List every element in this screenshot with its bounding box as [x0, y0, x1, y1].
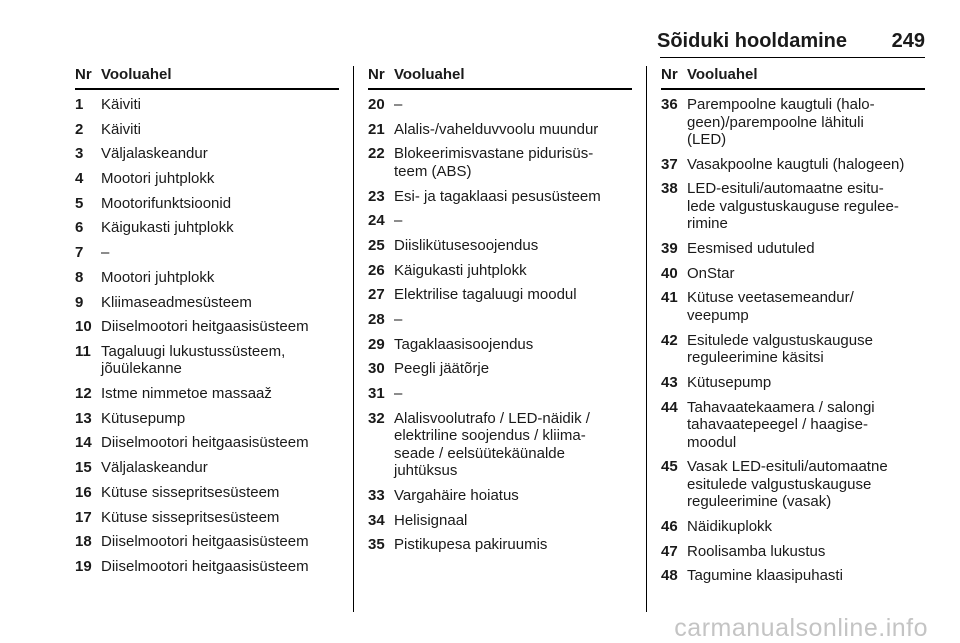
fuse-number: 25	[368, 236, 385, 254]
fuse-number: 34	[368, 511, 385, 529]
fuse-number: 11	[75, 342, 91, 360]
fuse-number: 17	[75, 508, 92, 526]
table-header	[661, 66, 925, 90]
table-row	[368, 512, 632, 530]
circuit-name: LED-esituli/automaatne esitu- lede valgustuskauguse regulee- rimine	[687, 180, 899, 233]
page-number: 249	[891, 30, 925, 52]
circuit-name: Diislikütusesoojendus	[394, 236, 539, 254]
table-row	[75, 96, 339, 114]
circuit-name: Elektrilise tagaluugi moodul	[394, 286, 577, 304]
fuse-number: 42	[661, 331, 678, 349]
section-title: Sõiduki hooldamine	[656, 30, 847, 52]
circuit-name: Tagumine klaasipuhasti	[687, 567, 843, 585]
fuse-number: 43	[661, 373, 678, 391]
circuit-name: Käigukasti juhtplokk	[394, 261, 527, 279]
table-row	[75, 219, 339, 237]
fuse-number: 35	[368, 536, 385, 554]
fuse-number: 18	[75, 533, 92, 551]
table-row	[75, 145, 339, 163]
header-label: Vooluahel	[101, 66, 172, 83]
fuse-number: 31	[368, 385, 385, 403]
circuit-name: Vasakpoolne kaugtuli (halogeen)	[687, 155, 905, 173]
table-row	[661, 374, 925, 392]
circuit-name: Alalis-/vahelduvvoolu muundur	[394, 120, 599, 138]
table-row	[661, 332, 925, 367]
table-row	[368, 336, 632, 354]
circuit-name: Diiselmootori heitgaasisüsteem	[101, 533, 309, 551]
table-row	[75, 410, 339, 428]
header-nr: Nr	[661, 66, 678, 83]
circuit-name: Diiselmootori heitgaasisüsteem	[101, 318, 309, 336]
circuit-name: Näidikuplokk	[687, 517, 773, 535]
table-row	[75, 318, 339, 336]
fuse-number: 13	[75, 409, 92, 427]
fuse-number: 36	[661, 96, 678, 113]
fuse-number: 23	[368, 187, 385, 205]
fuse-number: 30	[368, 360, 385, 378]
circuit-name: Eesmised udutuled	[687, 240, 815, 258]
circuit-name: Kütuse sissepritsesüsteem	[101, 483, 280, 501]
header-label: Vooluahel	[687, 66, 758, 83]
circuit-name: Istme nimmetoe massaaž	[101, 385, 272, 403]
table-row	[75, 385, 339, 403]
circuit-name: Kütuse veetasemeandur/ veepump	[687, 289, 854, 324]
table-row	[661, 567, 925, 585]
fuse-number: 45	[661, 458, 678, 476]
table-row	[368, 385, 632, 403]
circuit-name: Kütusepump	[101, 409, 186, 427]
circuit-name: Mootorifunktsioonid	[101, 194, 232, 212]
table-row	[368, 360, 632, 378]
fuse-number: 20	[368, 96, 385, 113]
fuse-number: 46	[661, 517, 678, 535]
circuit-name: Esi- ja tagaklaasi pesusüsteem	[394, 187, 601, 205]
circuit-name: Helisignaal	[394, 511, 468, 529]
column-divider	[353, 66, 354, 612]
circuit-name: Tahavaatekaamera / salongi tahavaatepeegel / haagise- moodul	[687, 398, 875, 451]
table-header	[368, 66, 632, 90]
header-nr: Nr	[75, 66, 92, 83]
table-row	[368, 536, 632, 554]
table-header	[75, 66, 339, 90]
circuit-name: –	[394, 311, 403, 328]
circuit-name: Mootori juhtplokk	[101, 268, 215, 286]
table-row	[75, 121, 339, 139]
table-row	[368, 487, 632, 505]
table-row	[75, 558, 339, 576]
circuit-name: Roolisamba lukustus	[687, 542, 826, 560]
table-row	[75, 269, 339, 287]
table-row	[75, 195, 339, 213]
circuit-name: Käiviti	[101, 120, 142, 138]
fuse-number: 32	[368, 409, 385, 427]
table-row	[661, 96, 925, 149]
table-row	[661, 543, 925, 561]
circuit-name: Mootori juhtplokk	[101, 170, 215, 188]
fuse-number: 10	[75, 318, 92, 336]
fuse-number: 27	[368, 286, 385, 304]
fuse-number: 37	[661, 155, 678, 173]
circuit-name: Käigukasti juhtplokk	[101, 219, 234, 237]
circuit-name: Esitulede valgustuskauguse reguleerimine käsitsi	[687, 331, 873, 367]
table-row	[368, 262, 632, 280]
table-row	[368, 212, 632, 230]
fuse-table-column	[75, 66, 339, 583]
circuit-name: Käiviti	[101, 96, 142, 113]
circuit-name: Diiselmootori heitgaasisüsteem	[101, 557, 309, 575]
table-row	[75, 533, 339, 551]
fuse-number: 22	[368, 145, 385, 163]
table-row	[75, 459, 339, 477]
header-rule	[660, 57, 925, 58]
circuit-name: Kütuse sissepritsesüsteem	[101, 508, 280, 526]
fuse-number: 12	[75, 385, 92, 403]
header-label: Vooluahel	[394, 66, 465, 83]
fuse-number: 28	[368, 311, 385, 328]
table-row	[661, 518, 925, 536]
fuse-number: 8	[75, 268, 84, 286]
fuse-number: 4	[75, 170, 84, 188]
page-footer	[0, 612, 960, 642]
fuse-number: 24	[368, 212, 385, 230]
circuit-name: Peegli jäätõrje	[394, 360, 490, 378]
table-row	[661, 399, 925, 452]
fuse-number: 3	[75, 145, 84, 163]
fuse-number: 9	[75, 293, 84, 311]
fuse-number: 40	[661, 264, 678, 282]
table-row	[75, 343, 339, 378]
fuse-number: 14	[75, 434, 92, 452]
circuit-name: OnStar	[687, 264, 735, 282]
circuit-name: –	[394, 212, 403, 230]
table-row	[368, 188, 632, 206]
fuse-number: 21	[368, 120, 385, 138]
fuse-table-column	[661, 66, 925, 592]
circuit-name: Tagaluugi lukustussüsteem, jõuülekanne	[101, 342, 286, 378]
table-row	[661, 289, 925, 324]
table-row	[661, 156, 925, 174]
fuse-number: 44	[661, 398, 678, 416]
table-row	[661, 180, 925, 233]
watermark: carmanualsonline.info	[674, 614, 928, 642]
circuit-name: Diiselmootori heitgaasisüsteem	[101, 434, 309, 452]
circuit-name: Kliimaseadmesüsteem	[101, 293, 252, 311]
page-header	[0, 30, 925, 56]
table-row	[368, 121, 632, 139]
fuse-number: 47	[661, 542, 678, 560]
fuse-number: 33	[368, 486, 385, 504]
fuse-number: 2	[75, 120, 84, 138]
table-row	[661, 240, 925, 258]
fuse-number: 6	[75, 219, 84, 237]
table-row	[368, 145, 632, 180]
table-row	[368, 237, 632, 255]
circuit-name: –	[394, 385, 403, 403]
table-row	[75, 244, 339, 262]
table-row	[75, 294, 339, 312]
circuit-name: –	[101, 244, 110, 262]
circuit-name: Väljalaskeandur	[101, 459, 208, 477]
circuit-name: –	[394, 96, 403, 113]
fuse-number: 19	[75, 557, 92, 575]
circuit-name: Pistikupesa pakiruumis	[394, 536, 548, 554]
fuse-number: 16	[75, 483, 92, 501]
fuse-number: 29	[368, 335, 385, 353]
fuse-number: 5	[75, 194, 84, 212]
table-row	[75, 484, 339, 502]
fuse-table-column	[368, 66, 632, 561]
circuit-name: Kütusepump	[687, 373, 772, 391]
circuit-name: Vasak LED-esituli/automaatne esitulede valgustuskauguse reguleerimine (vasak)	[687, 458, 888, 511]
circuit-name: Blokeerimisvastane pidurisüs- teem (ABS)	[394, 145, 594, 180]
fuse-number: 1	[75, 96, 84, 113]
table-row	[661, 265, 925, 283]
table-row	[368, 311, 632, 329]
table-row	[368, 410, 632, 480]
table-row	[75, 434, 339, 452]
header-nr: Nr	[368, 66, 385, 83]
table-row	[75, 170, 339, 188]
fuse-number: 26	[368, 261, 385, 279]
fuse-number: 7	[75, 244, 84, 262]
fuse-number: 48	[661, 567, 678, 585]
fuse-number: 38	[661, 180, 678, 198]
fuse-number: 39	[661, 240, 678, 258]
circuit-name: Väljalaskeandur	[101, 145, 208, 163]
table-row	[368, 286, 632, 304]
circuit-name: Alalisvoolutrafo / LED-näidik / elektriline soojendus / kliima- seade / eelsüütekäünalde juhtüksus	[394, 409, 590, 480]
table-row	[75, 509, 339, 527]
fuse-number: 41	[661, 289, 678, 307]
fuse-number: 15	[75, 459, 92, 477]
circuit-name: Vargahäire hoiatus	[394, 486, 519, 504]
table-row	[661, 458, 925, 511]
column-divider	[646, 66, 647, 612]
table-row	[368, 96, 632, 114]
circuit-name: Parempoolne kaugtuli (halo- geen)/parempoolne lähituli (LED)	[687, 96, 875, 148]
circuit-name: Tagaklaasisoojendus	[394, 335, 534, 353]
